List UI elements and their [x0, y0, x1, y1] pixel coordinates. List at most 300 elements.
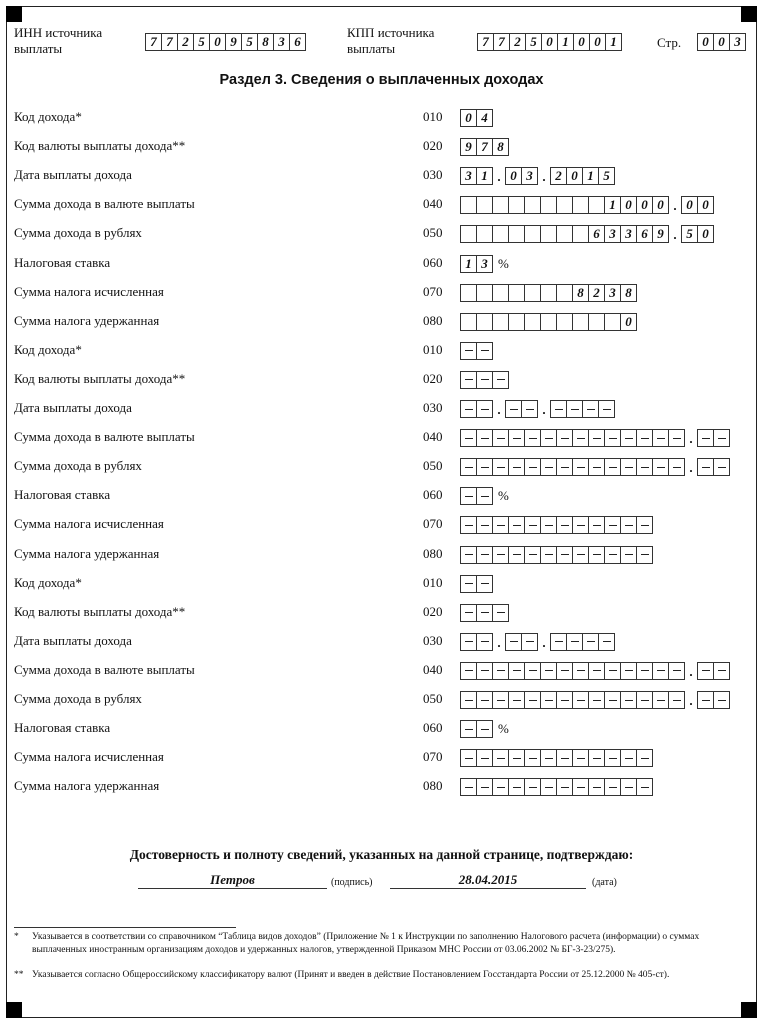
digit-cell	[556, 778, 573, 796]
digit-cell	[540, 546, 557, 564]
field-label: Налоговая ставка	[14, 254, 111, 270]
dash-mark	[529, 787, 537, 788]
digit-cell	[713, 691, 730, 709]
digit-cell	[572, 225, 589, 243]
amount-currency-input[interactable]	[460, 196, 714, 214]
digit-cell	[524, 691, 541, 709]
cell-group	[460, 778, 653, 796]
digit-cell: 7	[145, 33, 162, 51]
cell-group	[460, 313, 637, 331]
digit-cell	[492, 778, 509, 796]
dash-mark	[702, 670, 710, 671]
separator-dot: .	[542, 169, 546, 185]
tax-rate-input[interactable]	[460, 720, 509, 738]
dash-mark	[481, 729, 489, 730]
digit-cell	[556, 749, 573, 767]
digit-cell	[582, 400, 599, 418]
digit-cell	[460, 778, 477, 796]
digit-cell	[524, 225, 541, 243]
cell-group	[550, 167, 615, 185]
dash-mark	[625, 525, 633, 526]
digit-cell	[556, 691, 573, 709]
digit-cell: 0	[697, 196, 714, 214]
dash-mark	[513, 467, 521, 468]
corner-marker-top-left	[6, 6, 22, 22]
dash-mark	[545, 438, 553, 439]
dash-mark	[603, 641, 611, 642]
digit-cell	[620, 546, 637, 564]
dash-mark	[603, 409, 611, 410]
dash-mark	[465, 438, 473, 439]
kpp-label: КПП источника выплаты	[347, 25, 435, 56]
separator-dot: .	[689, 693, 693, 708]
digit-cell	[524, 662, 541, 680]
tax-rate-input[interactable]	[460, 487, 509, 505]
dash-mark	[481, 612, 489, 613]
tax-withheld-input[interactable]	[460, 546, 653, 564]
digit-cell	[556, 546, 573, 564]
dash-mark	[497, 379, 505, 380]
field-label: Дата выплаты дохода	[14, 400, 132, 415]
digit-cell	[566, 400, 583, 418]
digit-cell: 0	[620, 313, 637, 331]
digit-cell	[713, 662, 730, 680]
digit-cell: 0	[697, 225, 714, 243]
dash-mark	[497, 438, 505, 439]
dash-mark	[718, 438, 726, 439]
digit-cell	[588, 749, 605, 767]
digit-cell: 4	[476, 109, 493, 127]
digit-cell	[540, 458, 557, 476]
digit-cell	[636, 546, 653, 564]
digit-cell: 5	[598, 167, 615, 185]
row-income-code	[14, 342, 754, 362]
separator-dot: .	[689, 460, 693, 476]
digit-cell	[492, 458, 509, 476]
digit-cell	[604, 313, 621, 331]
digit-cell	[476, 633, 493, 651]
dash-mark	[497, 525, 505, 526]
digit-cell	[697, 458, 714, 476]
digit-cell: 2	[177, 33, 194, 51]
digit-cell	[550, 400, 567, 418]
dash-mark	[561, 438, 569, 439]
dash-mark	[577, 467, 585, 468]
field-label: Налоговая ставка	[14, 720, 111, 736]
digit-cell: 5	[525, 33, 542, 51]
payment-date-input[interactable]	[460, 167, 615, 185]
cell-group	[505, 400, 538, 418]
digit-cell	[636, 749, 653, 767]
row-tax-calculated	[14, 284, 754, 304]
digit-cell	[492, 371, 509, 389]
income-code-input[interactable]	[460, 109, 493, 127]
dash-mark	[657, 700, 665, 701]
digit-cell	[476, 720, 493, 738]
dash-mark	[481, 438, 489, 439]
digit-cell	[620, 778, 637, 796]
digit-cell	[636, 516, 653, 534]
dash-mark	[673, 467, 681, 468]
digit-cell	[588, 778, 605, 796]
digit-cell	[572, 546, 589, 564]
dash-mark	[465, 612, 473, 613]
digit-cell	[556, 429, 573, 447]
signature-field[interactable]: Петров	[138, 872, 327, 889]
dash-mark	[673, 438, 681, 439]
cell-group	[505, 633, 538, 651]
digit-cell	[492, 313, 509, 331]
dash-mark	[481, 758, 489, 759]
amount-currency-input[interactable]	[460, 662, 730, 680]
tax-withheld-input[interactable]	[460, 313, 637, 331]
dash-mark	[497, 467, 505, 468]
dash-mark	[529, 438, 537, 439]
dash-mark	[465, 729, 473, 730]
digit-cell: 7	[493, 33, 510, 51]
dash-mark	[561, 467, 569, 468]
digit-cell	[588, 546, 605, 564]
field-label: Код валюты выплаты дохода**	[14, 138, 186, 154]
amount-rub-input[interactable]	[460, 691, 730, 709]
tax-calculated-input[interactable]	[460, 749, 653, 767]
digit-cell: 0	[697, 33, 714, 51]
dash-mark	[529, 700, 537, 701]
digit-cell	[460, 196, 477, 214]
dash-mark	[545, 467, 553, 468]
dash-mark	[513, 700, 521, 701]
field-label: Код дохода*	[14, 574, 82, 590]
amount-rub-input[interactable]	[460, 225, 714, 243]
kpp-field[interactable]	[477, 33, 622, 51]
digit-cell	[636, 429, 653, 447]
dash-mark	[545, 554, 553, 555]
dash-mark	[465, 467, 473, 468]
digit-cell	[588, 458, 605, 476]
digit-cell	[476, 284, 493, 302]
cell-group	[697, 429, 730, 447]
digit-cell: 3	[604, 284, 621, 302]
digit-cell	[476, 400, 493, 418]
amount-currency-input[interactable]	[460, 429, 730, 447]
digit-cell: 3	[460, 167, 477, 185]
digit-cell: 5	[241, 33, 258, 51]
cell-group	[681, 225, 714, 243]
digit-cell	[460, 633, 477, 651]
cell-group	[550, 633, 615, 651]
corner-marker-bottom-left	[6, 1002, 22, 1018]
digit-cell: 5	[681, 225, 698, 243]
date-field[interactable]: 28.04.2015	[390, 872, 586, 889]
line-code: 040	[423, 429, 443, 445]
cell-group	[460, 749, 653, 767]
dash-mark	[609, 787, 617, 788]
digit-cell	[460, 487, 477, 505]
digit-cell: 2	[509, 33, 526, 51]
cell-group	[460, 633, 493, 651]
digit-cell	[588, 429, 605, 447]
dash-mark	[555, 641, 563, 642]
dash-mark	[657, 467, 665, 468]
signature-caption: (подпись)	[331, 877, 373, 888]
line-code: 010	[423, 574, 443, 590]
digit-cell	[652, 662, 669, 680]
field-label: Дата выплаты дохода	[14, 167, 132, 183]
dash-mark	[609, 467, 617, 468]
digit-cell: 0	[505, 167, 522, 185]
payment-date-input[interactable]	[460, 633, 615, 651]
dash-mark	[641, 787, 649, 788]
digit-cell	[476, 662, 493, 680]
dash-mark	[625, 758, 633, 759]
digit-cell: 0	[566, 167, 583, 185]
dash-mark	[609, 758, 617, 759]
digit-cell	[598, 633, 615, 651]
date-caption: (дата)	[592, 877, 617, 888]
digit-cell	[476, 516, 493, 534]
dash-mark	[625, 467, 633, 468]
dash-mark	[465, 670, 473, 671]
line-code: 080	[423, 545, 443, 561]
digit-cell	[572, 458, 589, 476]
cell-group	[460, 284, 637, 302]
digit-cell	[572, 516, 589, 534]
dash-mark	[593, 438, 601, 439]
line-code: 070	[423, 749, 443, 765]
cell-group	[681, 196, 714, 214]
dash-mark	[481, 554, 489, 555]
digit-cell: 0	[713, 33, 730, 51]
row-tax-rate	[14, 487, 754, 507]
dash-mark	[641, 670, 649, 671]
amount-rub-input[interactable]	[460, 458, 730, 476]
digit-cell	[492, 516, 509, 534]
digit-cell	[636, 458, 653, 476]
digit-cell	[508, 749, 525, 767]
dash-mark	[481, 525, 489, 526]
digit-cell	[697, 662, 714, 680]
tax-rate-input[interactable]	[460, 255, 509, 273]
dash-mark	[609, 525, 617, 526]
field-label: Сумма дохода в валюте выплаты	[14, 429, 195, 445]
dash-mark	[577, 525, 585, 526]
cell-group	[697, 691, 730, 709]
digit-cell	[476, 749, 493, 767]
digit-cell	[713, 429, 730, 447]
dash-mark	[577, 554, 585, 555]
digit-cell	[508, 284, 525, 302]
currency-code-input[interactable]	[460, 138, 509, 156]
inn-field[interactable]	[145, 33, 306, 51]
digit-cell	[460, 516, 477, 534]
dash-mark	[513, 438, 521, 439]
dash-mark	[526, 409, 534, 410]
dash-mark	[593, 467, 601, 468]
digit-cell	[460, 313, 477, 331]
row-amount-rub	[14, 458, 754, 478]
digit-cell	[460, 458, 477, 476]
currency-code-input[interactable]	[460, 604, 509, 622]
cell-group	[460, 342, 493, 360]
dash-mark	[561, 670, 569, 671]
dash-mark	[545, 525, 553, 526]
row-payment-date	[14, 167, 754, 187]
line-code: 030	[423, 167, 443, 183]
dash-mark	[577, 700, 585, 701]
digit-cell	[604, 429, 621, 447]
separator-dot: .	[673, 198, 677, 214]
dash-mark	[641, 554, 649, 555]
digit-cell: 1	[582, 167, 599, 185]
page-label: Стр.	[657, 35, 682, 50]
digit-cell	[566, 633, 583, 651]
dash-mark	[513, 554, 521, 555]
dash-mark	[545, 670, 553, 671]
digit-cell	[572, 429, 589, 447]
dash-mark	[609, 700, 617, 701]
digit-cell	[460, 749, 477, 767]
digit-cell	[460, 546, 477, 564]
row-currency-code	[14, 371, 754, 391]
digit-cell: 0	[589, 33, 606, 51]
separator-dot: .	[542, 402, 546, 417]
dash-mark	[718, 467, 726, 468]
digit-cell	[476, 691, 493, 709]
digit-cell	[521, 400, 538, 418]
field-label: Сумма дохода в рублях	[14, 691, 142, 706]
digit-cell: 2	[550, 167, 567, 185]
line-code: 010	[423, 109, 443, 124]
page-number-field[interactable]	[697, 33, 746, 51]
dash-mark	[497, 554, 505, 555]
digit-cell	[697, 691, 714, 709]
digit-cell	[604, 778, 621, 796]
digit-cell: 3	[729, 33, 746, 51]
dash-mark	[577, 758, 585, 759]
dash-mark	[657, 670, 665, 671]
digit-cell	[668, 662, 685, 680]
dash-mark	[673, 700, 681, 701]
digit-cell	[460, 284, 477, 302]
digit-cell	[556, 225, 573, 243]
digit-cell	[572, 749, 589, 767]
dash-mark	[702, 467, 710, 468]
dash-mark	[609, 670, 617, 671]
digit-cell	[540, 691, 557, 709]
dash-mark	[577, 787, 585, 788]
dash-mark	[465, 496, 473, 497]
dash-mark	[593, 554, 601, 555]
digit-cell	[492, 429, 509, 447]
cell-group	[505, 167, 538, 185]
digit-cell	[588, 662, 605, 680]
tax-calculated-input[interactable]	[460, 516, 653, 534]
currency-code-input[interactable]	[460, 371, 509, 389]
line-code: 080	[423, 778, 443, 794]
footnote-text: Указывается согласно Общероссийскому классификатору валют (Принят и введен в действие Постановлением Госстандарта России от 25.12.2000 № 405-ст).	[32, 970, 670, 980]
digit-cell	[588, 691, 605, 709]
digit-cell: 0	[573, 33, 590, 51]
footnote-text: Указывается в соответствии со справочником “Таблица видов доходов” (Приложение № 1 к Инструкции по заполнению Налогового расчета (информации) о суммах выплаченных иностранным организациям доходов и удержанных налогов, утвержденной Приказом МНС России от 03.06.2002 № БГ-3-23/275).	[32, 932, 700, 955]
dash-mark	[673, 670, 681, 671]
field-label: Сумма налога исчисленная	[14, 749, 164, 765]
digit-cell	[460, 575, 477, 593]
digit-cell: 1	[476, 167, 493, 185]
field-label: Сумма дохода в рублях	[14, 458, 142, 474]
row-tax-withheld	[14, 778, 754, 798]
line-code: 030	[423, 400, 443, 415]
digit-cell	[604, 516, 621, 534]
dash-mark	[625, 700, 633, 701]
line-code: 020	[423, 370, 443, 386]
payment-date-input[interactable]	[460, 400, 615, 418]
digit-cell	[636, 691, 653, 709]
dash-mark	[593, 758, 601, 759]
digit-cell	[460, 720, 477, 738]
digit-cell	[620, 749, 637, 767]
dash-mark	[529, 758, 537, 759]
digit-cell	[476, 487, 493, 505]
digit-cell: 7	[476, 138, 493, 156]
income-code-input[interactable]	[460, 342, 493, 360]
income-code-input[interactable]	[460, 575, 493, 593]
cell-group	[460, 516, 653, 534]
digit-cell	[521, 633, 538, 651]
row-amount-rub	[14, 225, 754, 245]
digit-cell	[508, 778, 525, 796]
dash-mark	[593, 670, 601, 671]
digit-cell: 1	[605, 33, 622, 51]
digit-cell: 0	[620, 196, 637, 214]
digit-cell	[508, 458, 525, 476]
line-code: 060	[423, 254, 443, 270]
dash-mark	[561, 758, 569, 759]
percent-sign: %	[498, 721, 509, 737]
field-label: Сумма дохода в валюте выплаты	[14, 661, 195, 677]
dash-mark	[545, 758, 553, 759]
dash-mark	[465, 758, 473, 759]
cell-group	[697, 458, 730, 476]
dash-mark	[497, 758, 505, 759]
section-title: Раздел 3. Сведения о выплаченных доходах	[219, 72, 544, 88]
dash-mark	[513, 758, 521, 759]
line-code: 070	[423, 516, 443, 532]
dash-mark	[545, 700, 553, 701]
digit-cell	[556, 284, 573, 302]
line-code: 010	[423, 341, 443, 357]
digit-cell	[604, 458, 621, 476]
corner-marker-bottom-right	[741, 1002, 757, 1018]
digit-cell: 3	[604, 225, 621, 243]
tax-calculated-input[interactable]	[460, 284, 637, 302]
digit-cell	[540, 749, 557, 767]
cell-group	[460, 167, 493, 185]
digit-cell	[588, 196, 605, 214]
digit-cell	[524, 749, 541, 767]
digit-cell	[652, 691, 669, 709]
digit-cell: 2	[588, 284, 605, 302]
cell-group	[460, 255, 493, 273]
corner-marker-top-right	[741, 6, 757, 22]
digit-cell	[508, 196, 525, 214]
digit-cell: 0	[541, 33, 558, 51]
digit-cell	[476, 196, 493, 214]
row-tax-withheld	[14, 313, 754, 333]
digit-cell	[492, 749, 509, 767]
line-code: 080	[423, 312, 443, 328]
dash-mark	[587, 409, 595, 410]
tax-withheld-input[interactable]	[460, 778, 653, 796]
